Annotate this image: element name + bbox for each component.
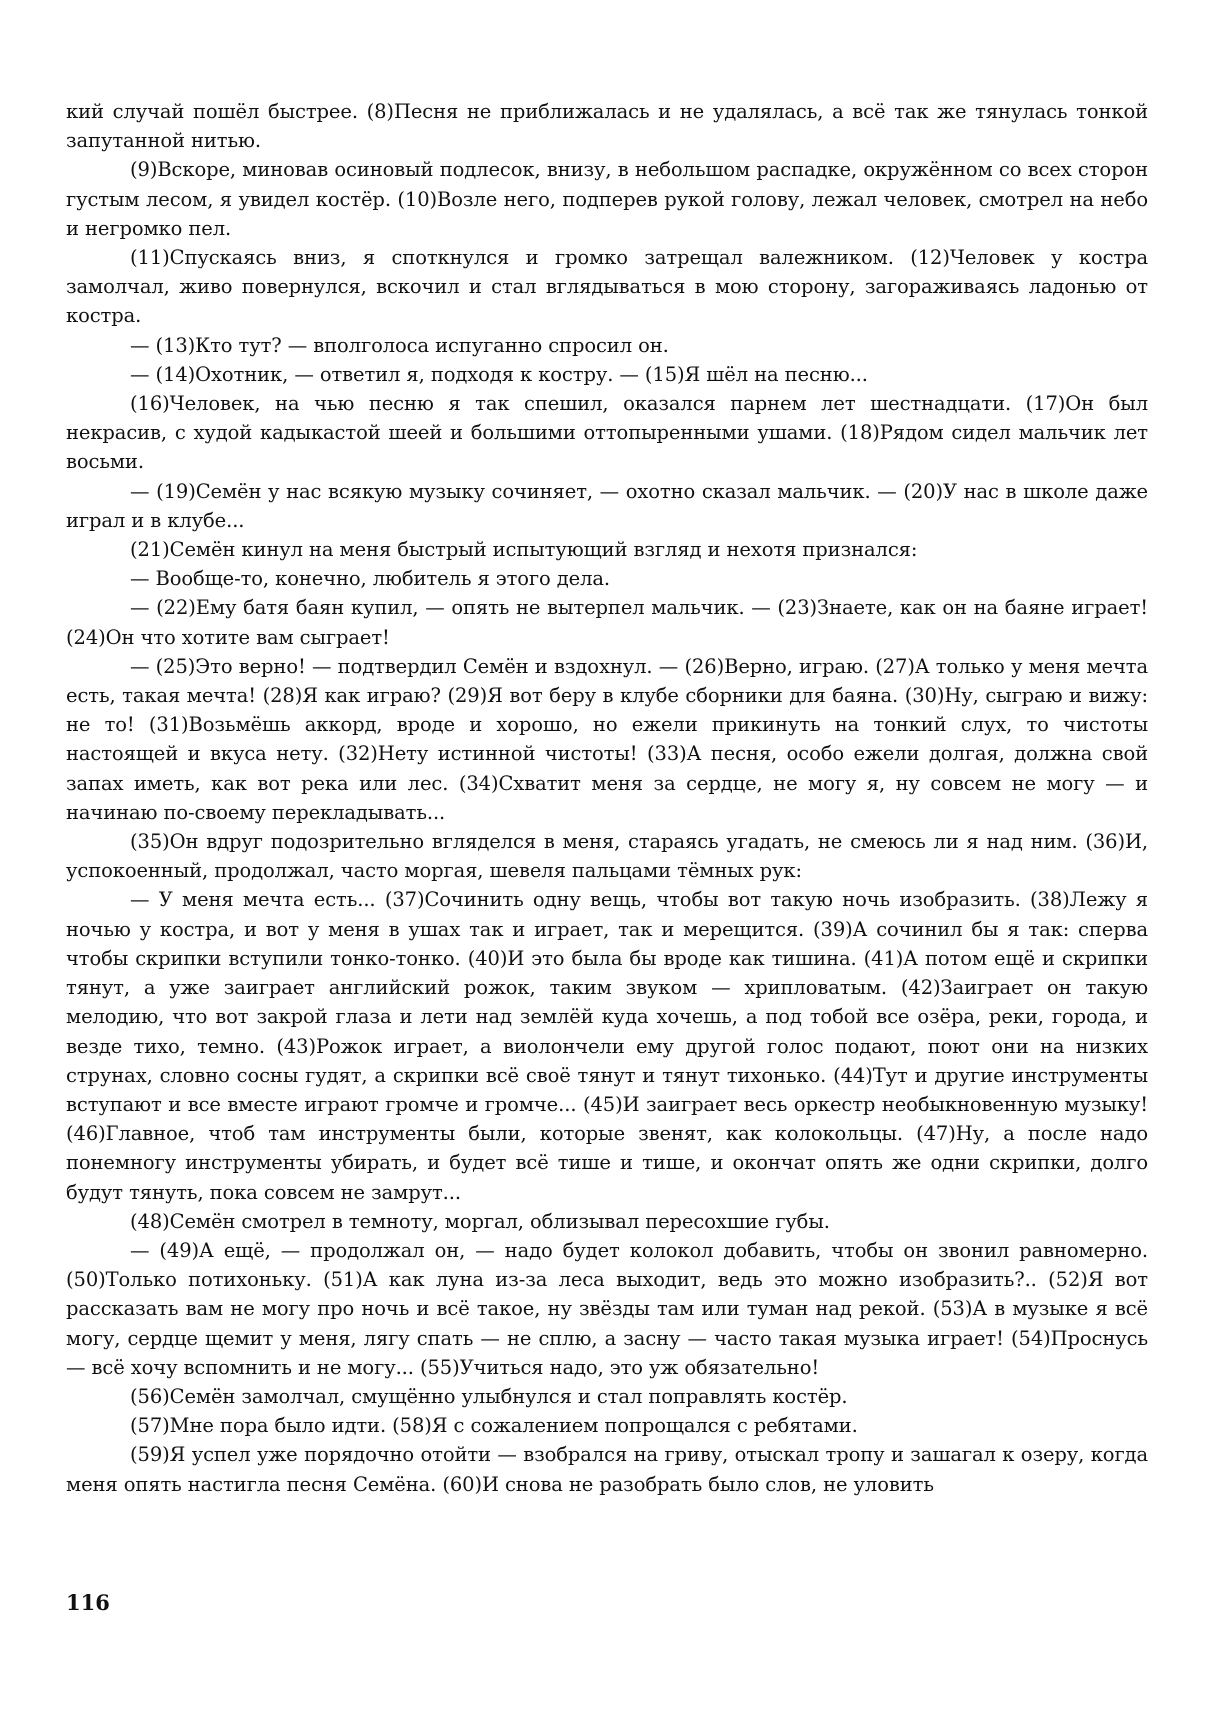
paragraph-1: кий случай пошёл быстрее. (8)Песня не приближалась и не удалялась, а всё так же тянулась тонкой запутанной нитью.	[66, 100, 1148, 153]
paragraph-10: — (22)Ему батя баян купил, — опять не вытерпел мальчик. — (23)Знаете, как он на баяне играет! (24)Он что хотите вам сыграет!	[66, 596, 1148, 649]
paragraph-6: (16)Человек, на чью песню я так спешил, оказался парнем лет шестнадцати. (17)Он был некрасив, с худой кадыкастой шеей и большими оттопыренными ушами. (18)Рядом сидел мальчик лет восьми.	[66, 392, 1148, 474]
paragraph-12: (35)Он вдруг подозрительно вгляделся в меня, стараясь угадать, не смеюсь ли я над ним. (36)И, успокоенный, продолжал, часто моргая, шевеля пальцами тёмных рук:	[66, 830, 1148, 883]
paragraph-13: — У меня мечта есть... (37)Сочинить одну вещь, чтобы вот такую ночь изобразить. (38)Лежу я ночью у костра, и вот у меня в ушах так и играет, так и мерещится. (39)А сочинил бы я так: сперва чтобы скрипки вступили тонко-тонко. (40)И это была бы вроде как тишина. (41)А потом ещё и скрипки тянут, а уже заиграет английский рожок, таким звуком — хрипловатым. (42)Заиграет он такую мелодию, что вот закрой глаза и лети над землёй куда хочешь, а под тобой все озёра, реки, города, и везде тихо, темно. (43)Рожок играет, а виолончели ему другой голос подают, поют они на низких струнах, словно сосны гудят, а скрипки всё своё тянут и тянут тихонько. (44)Тут и другие инструменты вступают и все вместе играют громче и громче... (45)И заиграет весь оркестр необыкновенную музыку! (46)Главное, чтоб там инструменты были, которые звенят, как колокольцы. (47)Ну, а после надо понемногу инструменты убирать, и будет всё тише и тише, и окончат опять же одни скрипки, долго будут тянуть, пока совсем не замрут...	[66, 888, 1148, 1204]
paragraph-4: — (13)Кто тут? — вполголоса испуганно спросил он.	[130, 333, 669, 357]
paragraph-15: — (49)А ещё, — продолжал он, — надо будет колокол добавить, чтобы он звонил равномерно. (50)Только потихоньку. (51)А как луна из-за леса выходит, ведь это можно изобразить?.. (52)Я вот рассказать вам не могу про ночь и всё такое, ну звёзды там или туман над рекой. (53)А в музыке я всё могу, сердце щемит у меня, лягу спать — не сплю, а засну — часто такая музыка играет! (54)Проснусь — всё хочу вспомнить и не могу... (55)Учиться надо, это уж обязательно!	[66, 1238, 1148, 1379]
paragraph-17: (57)Мне пора было идти. (58)Я с сожалением попрощался с ребятами.	[130, 1414, 858, 1438]
paragraph-16: (56)Семён замолчал, смущённо улыбнулся и стал поправлять костёр.	[130, 1384, 848, 1408]
paragraph-5: — (14)Охотник, — ответил я, подходя к костру. — (15)Я шёл на песню...	[130, 362, 868, 386]
page-number: 116	[66, 1590, 110, 1615]
paragraph-3: (11)Спускаясь вниз, я споткнулся и громко затрещал валежником. (12)Человек у костра замолчал, живо повернулся, вскочил и стал вглядываться в мою сторону, загораживаясь ладонью от костра.	[66, 246, 1148, 328]
paragraph-8: (21)Семён кинул на меня быстрый испытующий взгляд и нехотя признался:	[130, 538, 918, 562]
page-body	[66, 97, 1148, 1499]
paragraph-9: — Вообще-то, конечно, любитель я этого дела.	[130, 567, 611, 591]
paragraph-14: (48)Семён смотрел в темноту, моргал, облизывал пересохшие губы.	[130, 1209, 830, 1233]
paragraph-7: — (19)Семён у нас всякую музыку сочиняет, — охотно сказал мальчик. — (20)У нас в школе даже играл и в клубе...	[66, 479, 1148, 532]
paragraph-18: (59)Я успел уже порядочно отойти — взобрался на гриву, отыскал тропу и зашагал к озеру, когда меня опять настигла песня Семёна. (60)И снова не разобрать было слов, не уловить	[66, 1443, 1148, 1496]
paragraph-11: — (25)Это верно! — подтвердил Семён и вздохнул. — (26)Верно, играю. (27)А только у меня мечта есть, такая мечта! (28)Я как играю? (29)Я вот беру в клубе сборники для баяна. (30)Ну, сыграю и вижу: не то! (31)Возьмёшь аккорд, вроде и хорошо, но ежели прикинуть на тонкий слух, то чистоты настоящей и вкуса нету. (32)Нету истинной чистоты! (33)А песня, особо ежели долгая, должна свой запах иметь, как вот река или лес. (34)Схватит меня за сердце, не могу я, ну совсем не могу — и начинаю по-своему перекладывать...	[66, 654, 1148, 824]
paragraph-2: (9)Вскоре, миновав осиновый подлесок, внизу, в небольшом распадке, окружённом со всех сторон густым лесом, я увидел костёр. (10)Возле него, подперев рукой голову, лежал человек, смотрел на небо и негромко пел.	[66, 158, 1148, 240]
